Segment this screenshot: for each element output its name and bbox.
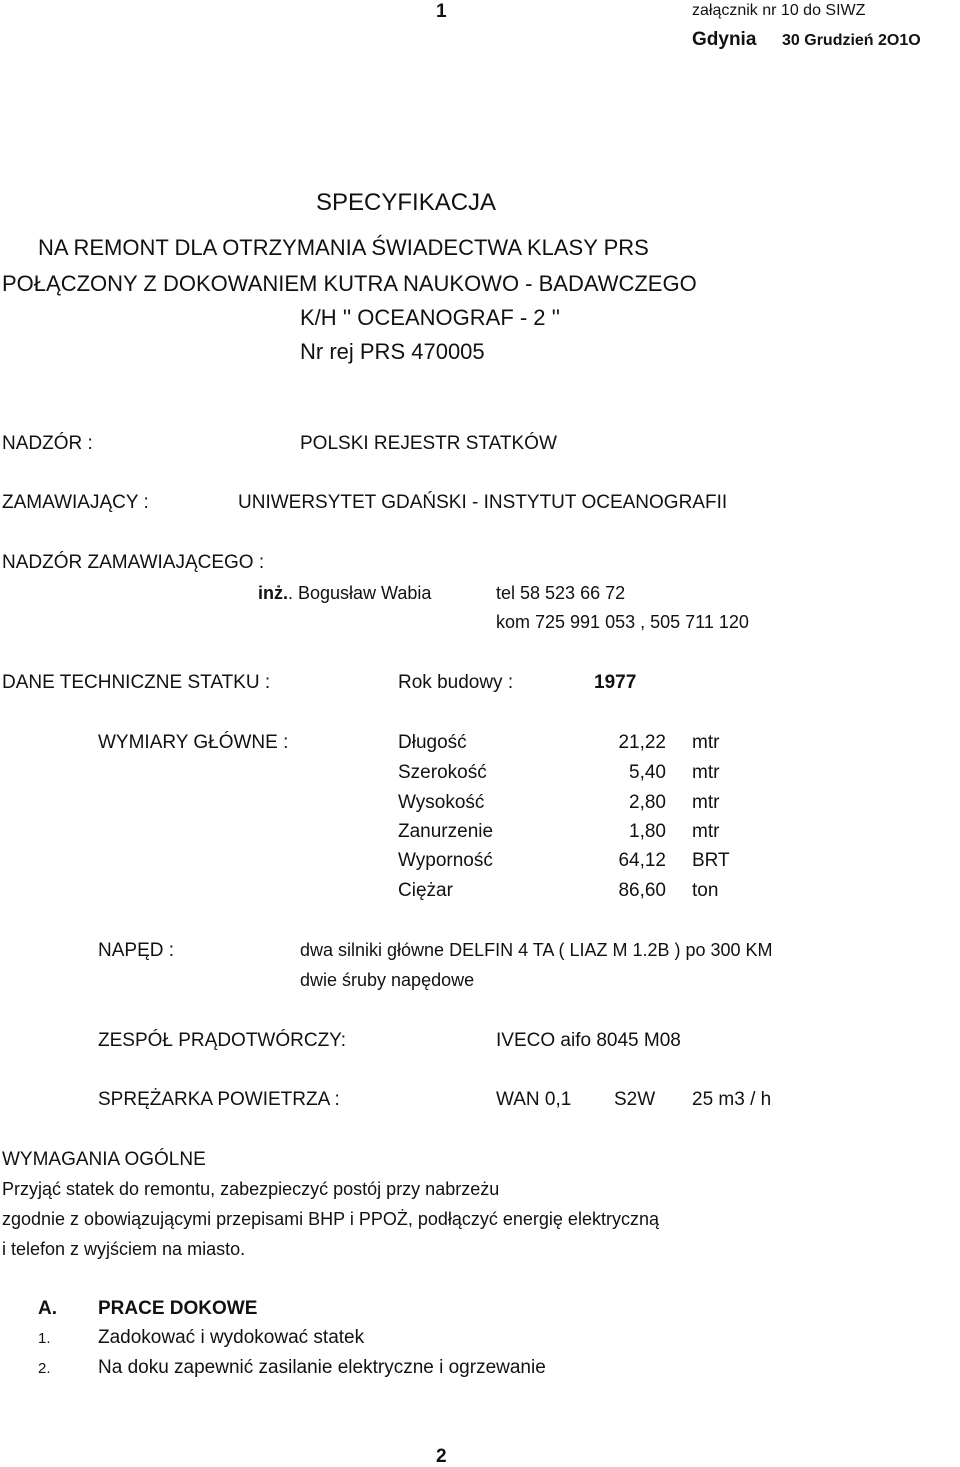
generator-label: ZESPÓŁ PRĄDOTWÓRCZY: [98, 1030, 347, 1051]
dimension-name: Długość [398, 732, 467, 753]
client-value: UNIWERSYTET GDAŃSKI - INSTYTUT OCEANOGRAFII [238, 492, 728, 513]
dimension-unit: mtr [692, 821, 720, 842]
supervisor-label: NADZÓR : [2, 433, 93, 454]
page-number: 1 [436, 1, 447, 22]
propulsion-engines: dwa silniki główne DELFIN 4 TA ( LIAZ M 1.2B ) po 300 KM [300, 940, 773, 960]
list-item-number: 2. [38, 1360, 51, 1377]
client-label: ZAMAWIAJĄCY : [2, 492, 149, 513]
title-line-1: NA REMONT DLA OTRZYMANIA ŚWIADECTWA KLASY PRS [38, 235, 649, 260]
technical-data-label: DANE TECHNICZNE STATKU : [2, 672, 271, 693]
title-line-2: POŁĄCZONY Z DOKOWANIEM KUTRA NAUKOWO - BADAWCZEGO [2, 271, 697, 296]
compressor-capacity: 25 m3 / h [692, 1089, 772, 1110]
section-heading: PRACE DOKOWE [98, 1298, 258, 1319]
dimension-unit: mtr [692, 762, 720, 783]
phone: tel 58 523 66 72 [496, 583, 626, 603]
dimension-name: Wysokość [398, 792, 485, 813]
engineer-name: . Bogusław Wabia [288, 583, 432, 603]
propulsion-propellers: dwie śruby napędowe [300, 970, 475, 990]
propulsion-label: NAPĘD : [98, 940, 175, 961]
dimension-value: 64,12 [618, 850, 666, 871]
dimension-unit: mtr [692, 792, 720, 813]
dimension-value: 21,22 [618, 732, 666, 753]
city: Gdynia [692, 29, 757, 50]
compressor-model: WAN 0,1 [496, 1089, 572, 1110]
engineer-title: inż. [258, 583, 288, 603]
dimension-value: 86,60 [618, 880, 666, 901]
registration-number: Nr rej PRS 470005 [300, 339, 485, 364]
build-year-label: Rok budowy : [398, 672, 514, 693]
dimension-unit: ton [692, 880, 719, 901]
footer-page-number: 2 [436, 1446, 447, 1467]
title-line-3: K/H '' OCEANOGRAF - 2 '' [300, 305, 561, 330]
mobile-phones: kom 725 991 053 , 505 711 120 [496, 612, 749, 632]
dimension-unit: BRT [692, 850, 730, 871]
dimension-name: Ciężar [398, 880, 453, 901]
date: 30 Grudzień 2O1O [782, 32, 921, 49]
document-title: SPECYFIKACJA [316, 189, 497, 216]
compressor-label: SPRĘŻARKA POWIETRZA : [98, 1089, 340, 1110]
attachment-note: załącznik nr 10 do SIWZ [692, 2, 866, 19]
dimension-name: Wyporność [398, 850, 493, 871]
dimension-name: Zanurzenie [398, 821, 494, 842]
engineer-line [258, 584, 431, 602]
dimension-name: Szerokość [398, 762, 487, 783]
list-item: Na doku zapewnić zasilanie elektryczne i ogrzewanie [98, 1357, 546, 1378]
requirements-line-3: i telefon z wyjściem na miasto. [2, 1239, 246, 1259]
list-item-number: 1. [38, 1330, 51, 1347]
client-supervisor-label: NADZÓR ZAMAWIAJĄCEGO : [2, 552, 265, 573]
dimension-unit: mtr [692, 732, 720, 753]
dimension-value: 2,80 [629, 792, 666, 813]
section-letter: A. [38, 1298, 57, 1319]
requirements-line-2: zgodnie z obowiązującymi przepisami BHP i PPOŻ, podłączyć energię elektryczną [2, 1209, 659, 1229]
supervisor-value: POLSKI REJESTR STATKÓW [300, 433, 557, 454]
dimension-value: 5,40 [629, 762, 666, 783]
generator-value: IVECO aifo 8045 M08 [496, 1030, 681, 1051]
compressor-type: S2W [614, 1089, 656, 1110]
main-dimensions-label: WYMIARY GŁÓWNE : [98, 732, 289, 753]
dimension-value: 1,80 [629, 821, 666, 842]
list-item: Zadokować i wydokować statek [98, 1327, 365, 1348]
build-year-value: 1977 [594, 672, 637, 693]
requirements-heading: WYMAGANIA OGÓLNE [2, 1149, 206, 1170]
requirements-line-1: Przyjąć statek do remontu, zabezpieczyć postój przy nabrzeżu [2, 1179, 500, 1199]
